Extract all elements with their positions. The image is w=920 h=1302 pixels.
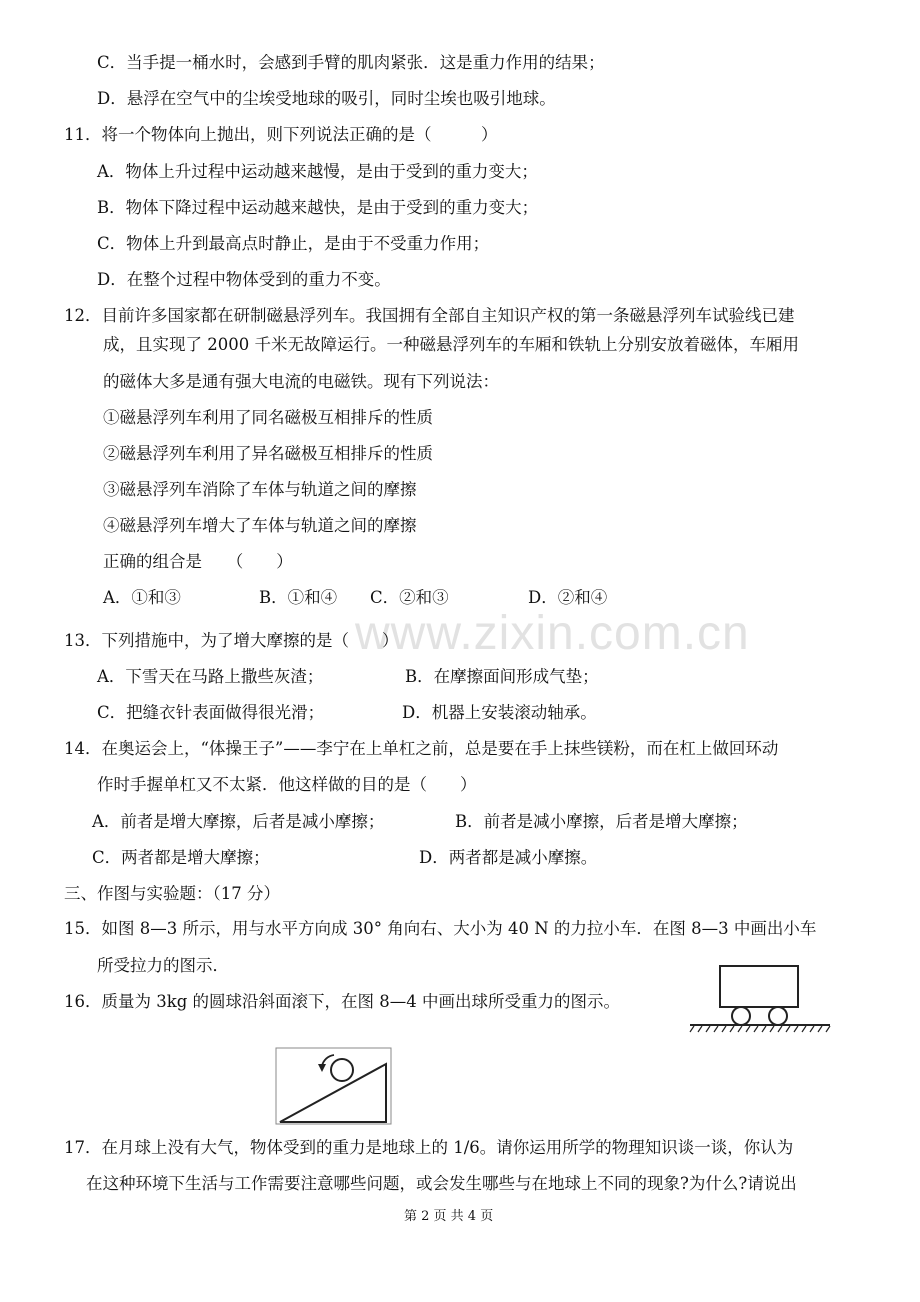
page-footer: 第 2 页 共 4 页: [404, 1209, 494, 1224]
q14-stem-line1: 14．在奥运会上，“体操王子”——李宁在上单杠之前，总是要在手上抹些镁粉，而在杠上做回环动: [64, 739, 779, 758]
q11-stem: 11．将一个物体向上抛出，则下列说法正确的是（ ）: [64, 125, 498, 144]
q11-option-d: D．在整个过程中物体受到的重力不变。: [97, 270, 391, 289]
q14-option-b: B．前者是减小摩擦，后者是增大摩擦；: [455, 812, 748, 831]
q17-stem-line2: 在这种环境下生活与工作需要注意哪些问题，或会发生哪些与在地球上不同的现象?为什么?请说出: [86, 1174, 797, 1193]
q13-option-d: D．机器上安装滚动轴承。: [402, 703, 597, 722]
q12-stem-line3: 的磁体大多是通有强大电流的电磁铁。现有下列说法：: [103, 372, 499, 391]
q14-option-a: A．前者是增大摩擦，后者是减小摩擦；: [92, 812, 385, 831]
q12-option-d: D．②和④: [528, 588, 608, 607]
q12-option-c: C．②和③: [370, 588, 449, 607]
q10-option-d: D．悬浮在空气中的尘埃受地球的吸引，同时尘埃也吸引地球。: [97, 89, 556, 108]
q12-statement-4: ④磁悬浮列车增大了车体与轨道之间的摩擦: [103, 516, 417, 535]
q11-option-c: C．物体上升到最高点时静止，是由于不受重力作用；: [97, 234, 490, 253]
q17-stem-line1: 17．在月球上没有大气，物体受到的重力是地球上的 1/6。请你运用所学的物理知识谈一谈，你认为: [64, 1138, 794, 1157]
q12-statement-2: ②磁悬浮列车利用了异名磁极互相排斥的性质: [103, 444, 433, 463]
q12-option-a: A．①和③: [103, 588, 181, 607]
q12-stem-line1: 12．目前许多国家都在研制磁悬浮列车。我国拥有全部自主知识产权的第一条磁悬浮列车试验线已建: [64, 306, 795, 325]
q13-option-b: B．在摩擦面间形成气垫；: [405, 667, 599, 686]
q10-option-c: C．当手提一桶水时，会感到手臂的肌肉紧张．这是重力作用的结果；: [97, 53, 605, 72]
q12-ask: 正确的组合是 （ ）: [103, 552, 293, 571]
q15-stem-line2: 所受拉力的图示．: [97, 956, 229, 975]
q13-option-a: A．下雪天在马路上撒些灰渣；: [97, 667, 324, 686]
q13-option-c: C．把缝衣针表面做得很光滑；: [97, 703, 325, 722]
q14-stem-line2: 作时手握单杠又不太紧．他这样做的目的是（ ）: [97, 775, 477, 794]
section-3-heading: 三、作图与实验题：（17 分）: [64, 884, 280, 903]
figure-cart: [688, 962, 833, 1038]
q14-option-c: C．两者都是增大摩擦；: [92, 848, 270, 867]
q11-option-a: A．物体上升过程中运动越来越慢，是由于受到的重力变大；: [97, 162, 538, 181]
watermark: www.zixin.com.cn: [355, 607, 750, 660]
q11-option-b: B．物体下降过程中运动越来越快，是由于受到的重力变大；: [97, 198, 539, 217]
q12-stem-line2: 成，且实现了 2000 千米无故障运行。一种磁悬浮列车的车厢和铁轨上分别安放着磁体，车厢用: [103, 335, 799, 354]
q12-statement-1: ①磁悬浮列车利用了同名磁极互相排斥的性质: [103, 408, 433, 427]
q16-stem: 16．质量为 3kg 的圆球沿斜面滚下，在图 8—4 中画出球所受重力的图示。: [64, 992, 621, 1011]
q12-option-b: B．①和④: [259, 588, 338, 607]
figure-incline-ball: [274, 1046, 394, 1128]
q12-statement-3: ③磁悬浮列车消除了车体与轨道之间的摩擦: [103, 480, 417, 499]
q13-stem: 13．下列措施中，为了增大摩擦的是（ ）: [64, 631, 399, 650]
q14-option-d: D．两者都是减小摩擦。: [419, 848, 598, 867]
q15-stem-line1: 15．如图 8—3 所示，用与水平方向成 30° 角向右、大小为 40 N 的力拉小车．在图 8—3 中画出小车: [64, 919, 817, 938]
